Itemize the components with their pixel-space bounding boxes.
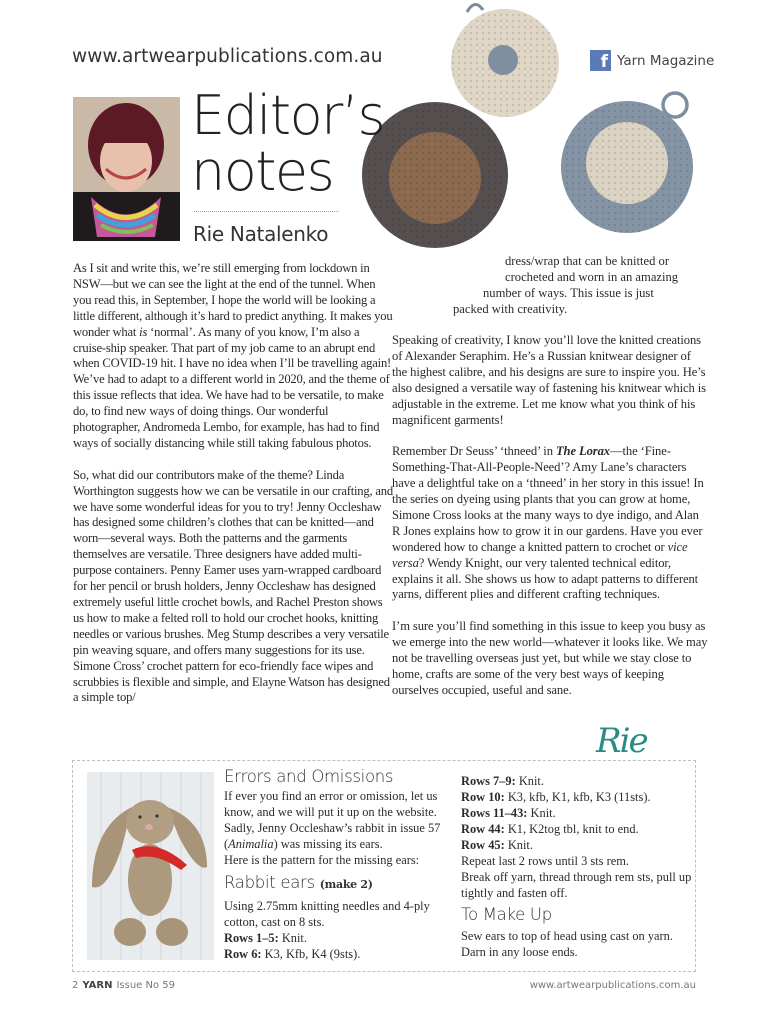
errata-intro-line2: Here is the pattern for the missing ears: [224,853,420,867]
crochet-scrubbies-image [360,0,705,252]
editorial-column-2 [392,333,708,719]
row-text: K3, kfb, K1, kfb, K3 (11sts). [507,790,651,804]
pattern-row [461,773,693,789]
issue-number: Issue No 59 [116,980,176,991]
pattern-row [461,805,693,821]
knitted-rabbit-image [87,772,214,960]
wrap-line: crocheted and worn in an amazing [505,269,679,284]
row-text: Knit. [530,806,556,820]
paragraph-1: As I sit and write this, we’re still emerging from lockdown in NSW—but we can see the light at the end of the tunnel. When you read this, in September, I hope the world will be looking a little different, although it’s hard to predict anything. It makes you wonder what is ‘normal’. As many of you know, I’m also a cruise-ship speaker. That part of my job came to an abrupt end when COVID-19 hit. I have no idea when I’ll be travelling again! We’ve had to adapt to a different world in 2020, and the theme of this issue reflects that idea. We have had to be versatile, to make do, to find new ways of doing things. Our wonderful photographer, Andromeda Lembo, for example, has had to find ways of socially distancing while still taking fabulous photos. [73,261,393,450]
page-title [191,84,385,203]
pattern-row [461,837,693,853]
errata-column-1 [224,766,456,962]
title-line-2: notes [191,140,334,203]
footer-site-url[interactable]: www.artwearpublications.com.au [529,980,696,991]
errata-heading: Errors and Omissions [224,767,394,786]
title-divider [194,211,339,212]
row-label: Row 10: [461,790,505,804]
row-label: Row 6: [224,947,262,961]
row-text: K1, K2tog tbl, knit to end. [507,822,639,836]
wrap-line: number of ways. This issue is just [483,285,654,300]
pattern-row [461,789,693,805]
row-text: Knit. [507,838,533,852]
wrap-line: packed with creativity. [453,301,568,316]
footer-issue [72,980,175,991]
wrapped-text-around-image [392,254,708,318]
row-text: Knit. [281,931,307,945]
errata-column-2 [461,773,693,960]
paragraph-3: Speaking of creativity, I know you’ll love the knitted creations of Alexander Seraphim. He’s a Russian knitwear designer of the highest calibre, and his designs are sure to inspire you. He’s also designed a versatile way of fastening his knitwear which is adjustable in the extreme. Let me know what you think of his magnificent garments! [392,333,706,427]
paragraph-4: Remember Dr Seuss’ ‘thneed’ in The Lorax—the ‘Fine-Something-That-All-People-Need’? Amy Lane’s characters have a delightful take on a ‘thneed’ in her story in this issue! In the series on dyeing using plants that you can grow at home, Simone Cross looks at the many ways to dye indigo, and Alan R Jones explains how to grow it in our gardens. Have you ever wondered how to change a knitted pattern to crochet or vice versa? Wendy Knight, our very talented technical editor, explains it all. She shows us how to adapt patterns to different yarns, different plies and different crafting techniques. [392,444,704,602]
makeup-heading: To Make Up [461,905,552,924]
repeat-instruction: Repeat last 2 rows until 3 sts rem. [461,854,629,868]
signature: Rie [596,721,647,761]
wrap-line: dress/wrap that can be knitted or [505,254,670,268]
row-label: Rows 11–43: [461,806,528,820]
row-text: Knit. [518,774,544,788]
row-text: K3, Kfb, K4 (9sts). [264,947,361,961]
finish-instruction: Break off yarn, thread through rem sts, pull up tightly and fasten off. [461,870,692,900]
paragraph-2: So, what did our contributors make of the theme? Linda Worthington suggests how we can be versatile in our crafting, and we have some wonderful ideas for you to try! Jenny Occleshaw has designed some children’s clothes that can be knitted—and worn—several ways. Both the patterns and the garments themselves are versatile. Three designers have added multi-purpose containers. Penny Eamer uses yarn-wrapped cardboard for her pencil or brush holders, Jenny Occleshaw has designed extremely useful little crochet bowls, and Rachel Preston shows us how to make a felted roll to hold our crochet hooks, knitting needles or various brushes. Meg Stump describes a very versatile pin weaving square, and offers many suggestions for its use. Simone Cross’ crochet pattern for eco-friendly face wipes and scrubbies is flexible and simple, and Elayne Watson has designed a simple top/ [73,467,393,705]
pattern-row [224,930,456,946]
site-url[interactable]: www.artwearpublications.com.au [72,46,383,67]
pattern-quantity: (make 2) [319,878,373,891]
magazine-name: YARN [82,980,113,991]
pattern-heading [224,872,456,896]
facebook-icon: f [590,50,611,71]
paragraph-5: I’m sure you’ll find something in this issue to keep you busy as we emerge into the new world—whatever it looks like. We may not be travelling overseas just yet, but while we stay close to home, crafts are some of the very best ways of keeping ourselves occupied, useful and sane. [392,619,708,697]
pattern-row [224,946,456,962]
facebook-label: Yarn Magazine [617,52,715,69]
row-label: Row 45: [461,838,505,852]
errata-intro: If ever you find an error or omission, let us know, and we will put it up on the website. Sadly, Jenny Occleshaw’s rabbit in issue 57 (Animalia) was missing its ears. [224,789,441,851]
editor-portrait [73,97,180,241]
title-line-1: Editor’s [191,84,385,147]
pattern-row [461,821,693,837]
row-label: Rows 1–5: [224,931,279,945]
pattern-heading-text: Rabbit ears [224,873,315,892]
author-name: Rie Natalenko [193,222,329,246]
makeup-text: Sew ears to top of head using cast on yarn. Darn in any loose ends. [461,929,673,959]
row-label: Rows 7–9: [461,774,516,788]
row-label: Row 44: [461,822,505,836]
page-number: 2 [72,980,79,991]
editorial-column-1 [73,261,393,733]
pattern-intro: Using 2.75mm knitting needles and 4-ply cotton, cast on 8 sts. [224,899,430,929]
